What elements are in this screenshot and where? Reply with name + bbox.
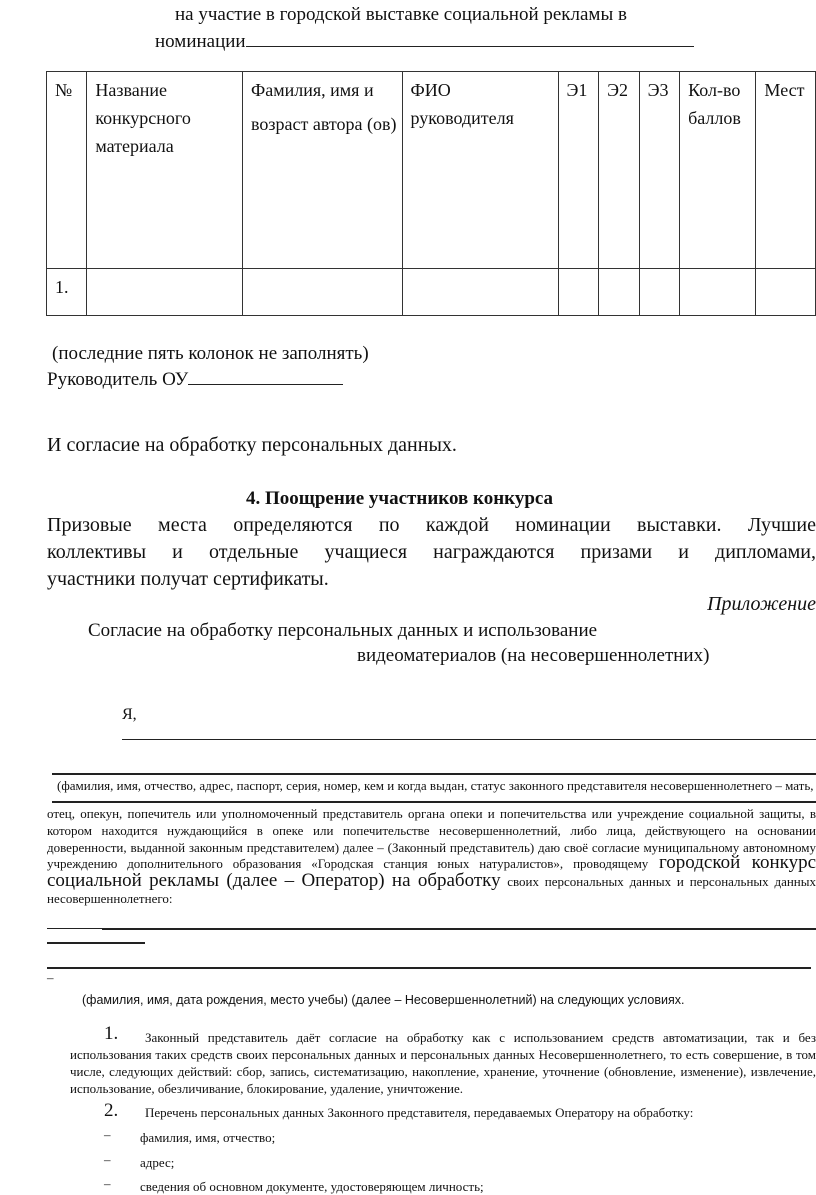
- section-4-number: 4.: [246, 488, 261, 509]
- item-1-line-3: числе, следующих действий: сбор, запись, систематизацию, накопление, хранение, уточнение (обновление, изменение), извлечение,: [70, 1064, 816, 1079]
- row-cell-e2: [599, 269, 640, 316]
- appendix-title-line-1: Согласие на обработку персональных данных и использование: [88, 620, 598, 641]
- row-cell-material[interactable]: [87, 269, 243, 316]
- minor-blank-line-3[interactable]: [47, 967, 811, 969]
- item-1-number: 1.: [104, 1023, 119, 1044]
- ya-label: Я,: [122, 706, 137, 723]
- list-item-3: сведения об основном документе, удостоверяющем личность;: [140, 1179, 484, 1194]
- list-dash-2: –: [104, 1152, 111, 1167]
- item-1-line-4: использование, обезличивание, блокирование, удаление, уничтожение.: [70, 1081, 464, 1096]
- intro-line-1: на участие в городской выставке социальной рекламы в: [175, 4, 627, 25]
- body-line-1: отец, опекун, попечитель или уполномоченный представитель органа опеки и попечительства или учреждение социальной защиты, в: [47, 806, 816, 821]
- item-2-text: Перечень персональных данных Законного представителя, передаваемых Оператору на обработку:: [145, 1105, 694, 1120]
- row-cell-supervisor[interactable]: [402, 269, 558, 316]
- head-label: Руководитель ОУ: [47, 369, 189, 390]
- header-author-line2: возраст автора (ов): [251, 114, 397, 134]
- body-line-2: котором находится нуждающийся в опеке или попечительстве несовершеннолетний, либо лица, действующего на основании: [47, 823, 816, 838]
- list-item-1: фамилия, имя, отчество;: [140, 1130, 276, 1145]
- table-header-row: [47, 72, 816, 269]
- section-4-heading: [246, 488, 553, 510]
- minor-blank-line-2[interactable]: [47, 942, 145, 944]
- minor-caption: (фамилия, имя, дата рождения, место учебы) (далее – Несовершеннолетний) на следующих условиях.: [82, 993, 685, 1007]
- section-4-para-line-2: коллективы и отдельные учащиеся награждаются призами и дипломами,: [47, 541, 816, 563]
- nomination-blank[interactable]: [246, 28, 694, 47]
- list-dash-1: –: [104, 1127, 111, 1142]
- appendix-label: Приложение: [707, 593, 816, 615]
- body-line-6: несовершеннолетнего:: [47, 891, 173, 906]
- header-cell-e3: Э3: [639, 72, 680, 269]
- row-cell-e1: [558, 269, 599, 316]
- rep-caption: (фамилия, имя, отчество, адрес, паспорт, серия, номер, кем и когда выдан, статус законного представителя несовершеннолетнего – мать,: [57, 778, 814, 793]
- header-cell-place: Мест: [756, 72, 816, 269]
- nomination-line: [155, 28, 694, 53]
- item-2-number: 2.: [104, 1100, 119, 1121]
- nomination-label: номинации: [155, 31, 246, 52]
- header-cell-score: Кол-во баллов: [680, 72, 756, 269]
- head-signature-line: [47, 366, 343, 391]
- item-1-line-1: Законный представитель даёт согласие на обработку как с использованием средств автоматизации, так и без: [145, 1030, 816, 1045]
- section-4-title: Поощрение участников конкурса: [265, 488, 554, 509]
- table-row: [47, 269, 816, 316]
- section-4-para-line-3: участники получат сертификаты.: [47, 568, 329, 590]
- header-cell-material: Название конкурсного материала: [87, 72, 243, 269]
- row-cell-author[interactable]: [243, 269, 403, 316]
- body-line-5: [47, 870, 816, 892]
- section-4-para-line-1: Призовые места определяются по каждой номинации выставки. Лучшие: [47, 514, 816, 536]
- header-cell-author: [243, 72, 403, 269]
- minor-blank-line-1b[interactable]: [102, 928, 816, 930]
- appendix-title-line-2: видеоматериалов (на несовершеннолетних): [357, 645, 710, 666]
- list-dash-3: –: [104, 1176, 111, 1191]
- header-cell-number: №: [47, 72, 87, 269]
- minor-dash: –: [47, 970, 54, 985]
- body-line-3: доверенности, выданной законным представителем) далее – (Законный представитель) даю своё согласие муниципальному автономному: [47, 840, 816, 855]
- header-author-line1: Фамилия, имя и: [251, 80, 374, 100]
- list-item-2: адрес;: [140, 1155, 175, 1170]
- rep-blank-line-1[interactable]: [52, 773, 816, 775]
- registration-table: [46, 71, 816, 316]
- body-line-4b: городской конкурс: [658, 852, 816, 873]
- row-cell-score: [680, 269, 756, 316]
- header-cell-e2: Э2: [599, 72, 640, 269]
- head-blank[interactable]: [188, 366, 343, 385]
- row-cell-e3: [639, 269, 680, 316]
- table-note: (последние пять колонок не заполнять): [52, 343, 369, 364]
- item-1-line-2: использования таких средств своих персональных данных и персональных данных Несовершеннолетнего, то есть совершение, в том: [70, 1047, 816, 1062]
- minor-blank-line-1a[interactable]: [47, 928, 102, 929]
- header-cell-supervisor: ФИО руководителя: [402, 72, 558, 269]
- header-cell-e1: Э1: [558, 72, 599, 269]
- consent-line: И согласие на обработку персональных данных.: [47, 434, 457, 456]
- body-line-5a: социальной рекламы (далее – Оператор) на обработку: [47, 870, 501, 891]
- body-line-5b: своих персональных данных и персональных данных: [507, 874, 816, 889]
- body-line-4a: учреждению дополнительного образования «Городская станция юных натуралистов», проводящему: [47, 856, 649, 871]
- name-blank-line[interactable]: [122, 739, 816, 740]
- row-cell-place: [756, 269, 816, 316]
- rep-blank-line-2[interactable]: [52, 801, 816, 803]
- row-cell-number: 1.: [47, 269, 87, 316]
